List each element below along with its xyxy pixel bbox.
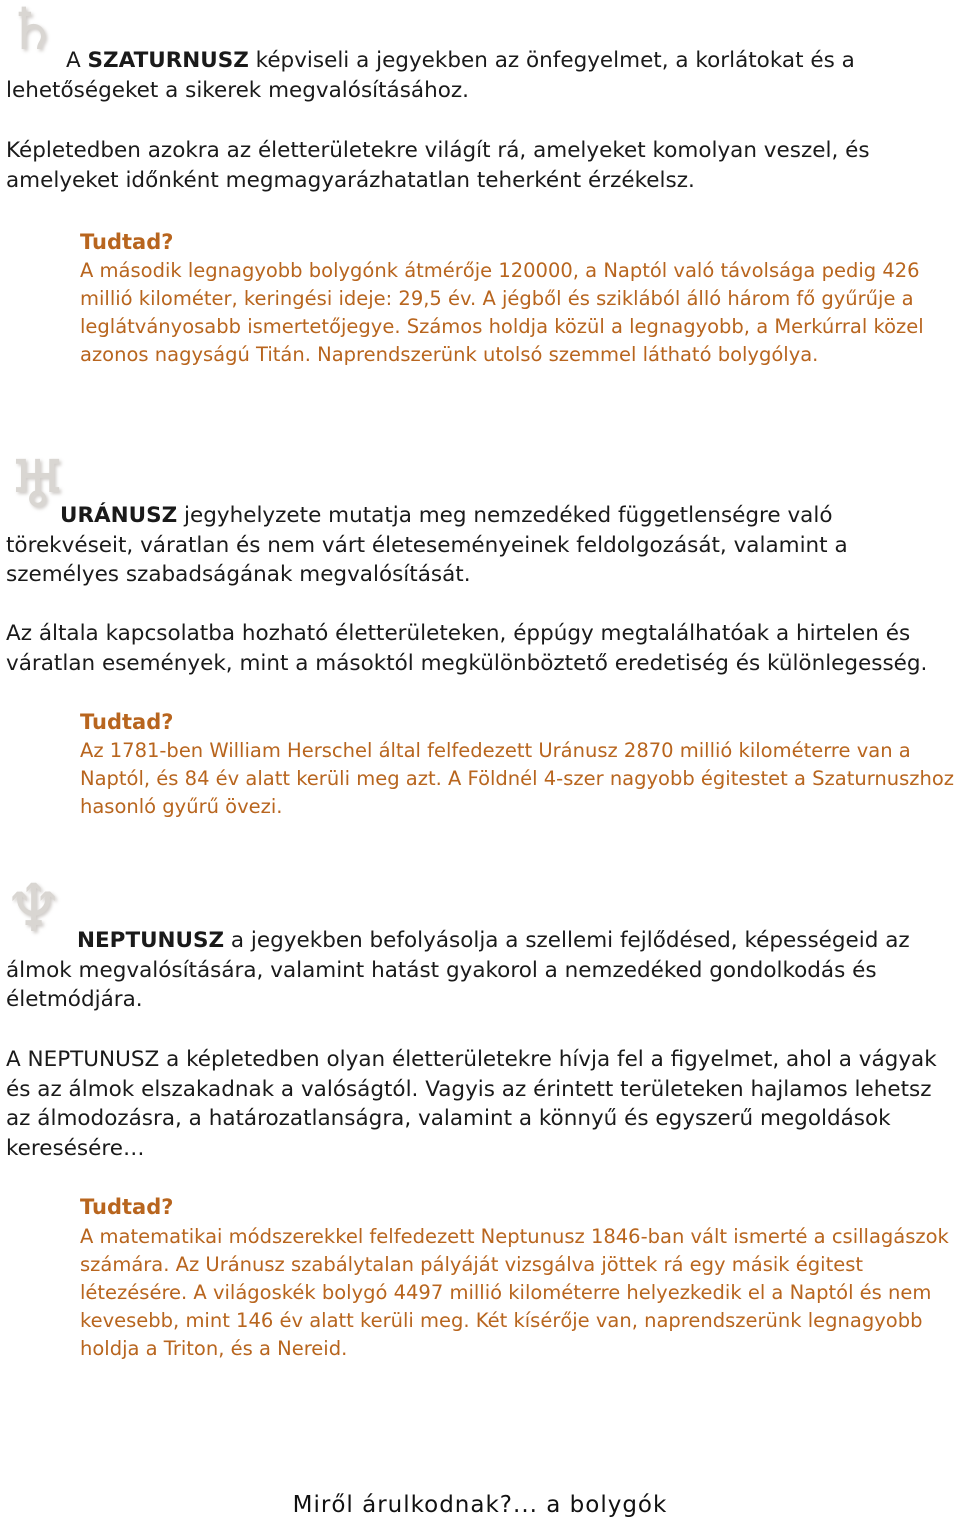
- uranus-second-paragraph: Az általa kapcsolatba hozható életterületeken, éppúgy megtalálhatóak a hirtelen és váratlan események, mint a másoktól megkülönböztető eredetiség és különlegesség.: [6, 621, 928, 676]
- neptune-tudtad-label: Tudtad?: [80, 1195, 174, 1219]
- saturn-symbol-icon: ♄: [6, 0, 58, 63]
- saturn-second-paragraph: Képletedben azokra az életterületekre világít rá, amelyeket komolyan veszel, és amelyeket időnként megmagyarázhatatlan teherként érzékelsz.: [6, 138, 870, 193]
- neptune-name: NEPTUNUSZ: [77, 928, 225, 953]
- neptune-second-paragraph: A NEPTUNUSZ a képletedben olyan életterületekre hívja fel a figyelmet, ahol a vágyak és az álmok elszakadnak a valóságtól. Vagyis az érintett területeken hajlamos lehetsz az álmodozásra, a határozatlanságra, valamint a könnyű és egyszerű megoldások keresésére…: [6, 1047, 937, 1161]
- uranus-intro-paragraph: [6, 501, 956, 590]
- saturn-intro-prefix: A: [66, 48, 88, 73]
- page-footer-title: Miről árulkodnak?... a bolygók: [292, 1492, 668, 1518]
- neptune-intro-text: a jegyekben befolyásolja a szellemi fejlődésed, képességeid az álmok megvalósítására, valamint hatást gyakorol a nemzedéked gondolkodás és életmódjára.: [6, 928, 910, 1012]
- saturn-name: SZATURNUSZ: [87, 48, 249, 73]
- uranus-fact-text: Az 1781-ben William Herschel által felfedezett Uránusz 2870 millió kilométerre van a Naptól, és 84 év alatt kerüli meg azt. A Földnél 4-szer nagyobb égitestet a Szaturnuszhoz hasonló gyűrű övezi.: [80, 739, 955, 818]
- neptune-fact-text: A matematikai módszerekkel felfedezett Neptunusz 1846-ban vált ismerté a csillagászok számára. Az Uránusz szabálytalan pályáját vizsgálva jöttek rá egy másik égitest létezésére. A világoskék bolygó 4497 millió kilométerre helyezkedik el a Naptól és nem kevesebb, mint 146 év alatt kerüli meg. Két kísérője van, naprendszerünk legnagyobb holdja a Triton, és a Nereid.: [80, 1225, 949, 1360]
- uranus-name: URÁNUSZ: [60, 503, 178, 528]
- uranus-intro-text: jegyhelyzete mutatja meg nemzedéked függetlenségre való törekvéseit, váratlan és nem várt életeseményeinek feldolgozását, valamint a személyes szabadságának megvalósítását.: [6, 503, 848, 587]
- uranus-tudtad-label: Tudtad?: [80, 710, 174, 734]
- uranus-symbol-icon: ♅: [8, 446, 68, 523]
- saturn-tudtad-label: Tudtad?: [80, 230, 174, 254]
- saturn-intro-paragraph: [6, 46, 956, 105]
- neptune-intro-paragraph: [6, 926, 956, 1015]
- saturn-fact-text: A második legnagyobb bolygónk átmérője 120000, a Naptól való távolsága pedig 426 millió kilométer, keringési ideje: 29,5 év. A jégből és sziklából álló három fő gyűrűje a leglátványosabb ismertetőjegye. Számos holdja közül a legnagyobb, a Merkúrral közel azonos nagyságú Titán. Naprendszerünk utolsó szemmel látható bolygólya.: [80, 259, 924, 366]
- saturn-intro-text: képviseli a jegyekben az önfegyelmet, a korlátokat és a lehetőségeket a sikerek megvalósításához.: [6, 48, 855, 103]
- neptune-symbol-icon: ♆: [4, 870, 64, 947]
